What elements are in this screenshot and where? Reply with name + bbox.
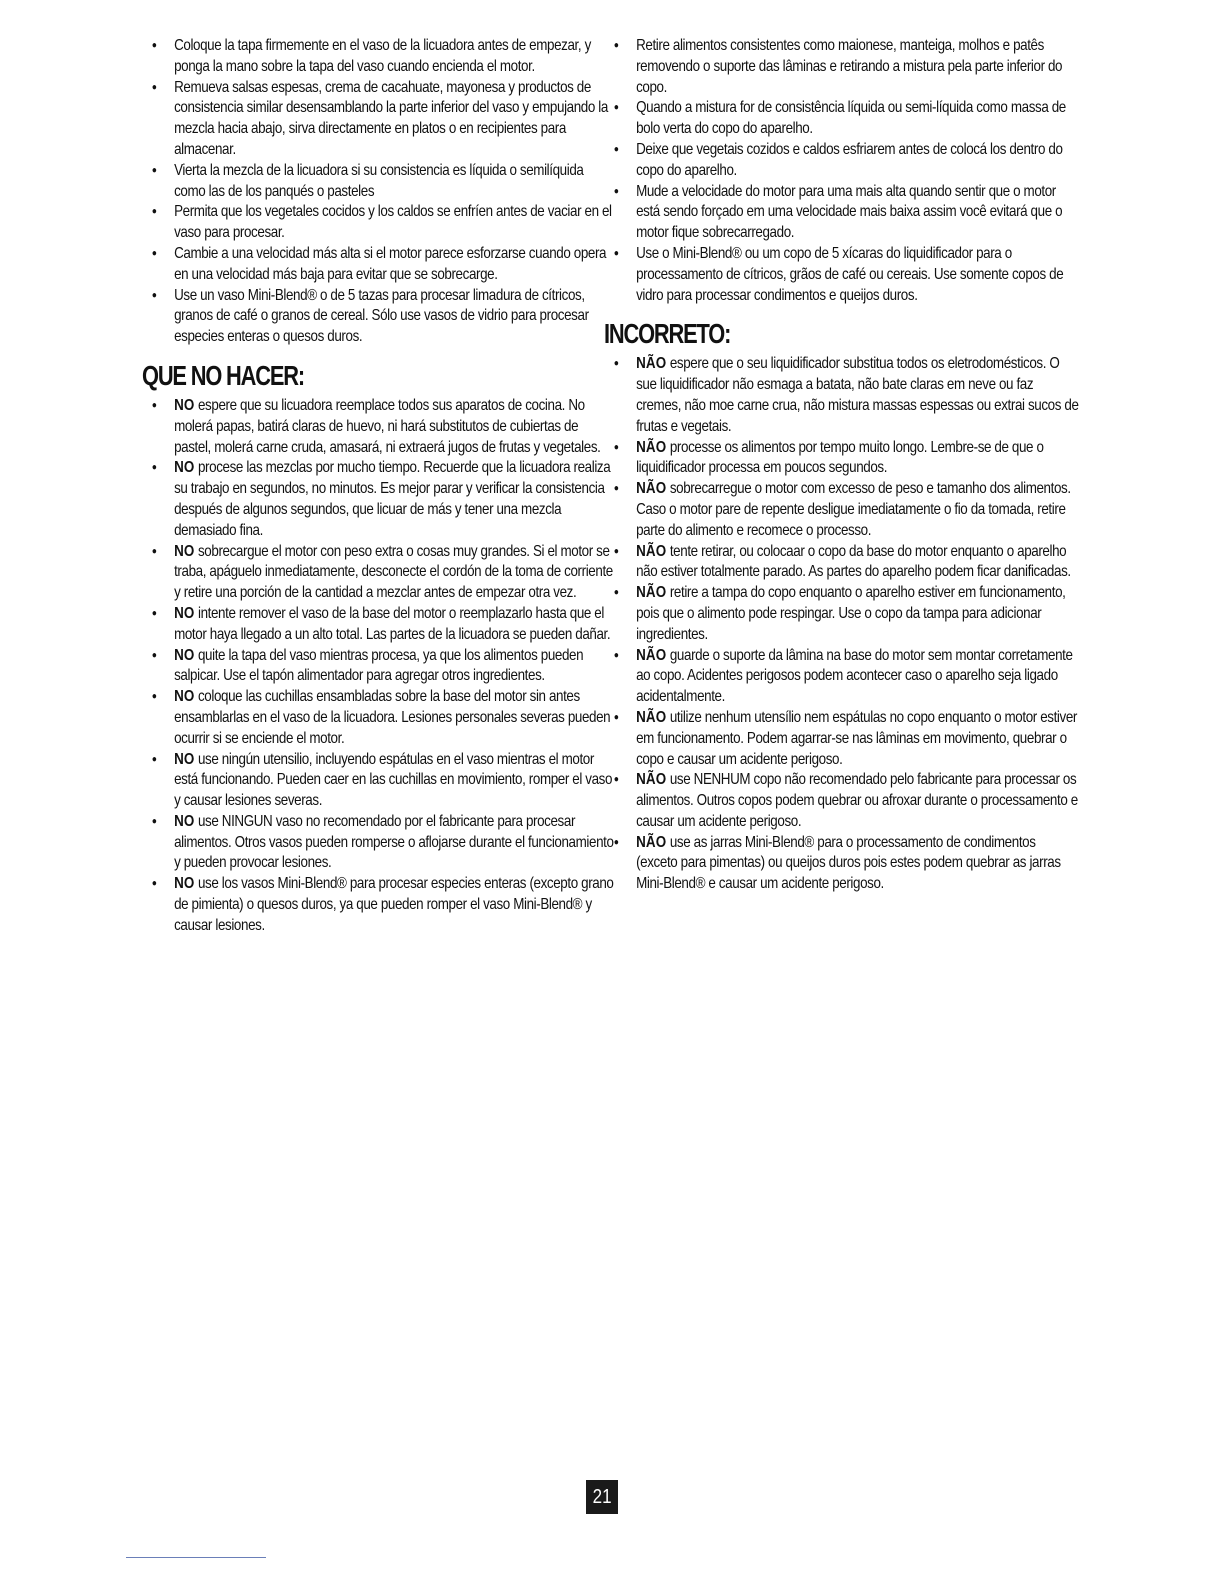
item-text: coloque las cuchillas ensambladas sobre la base del motor sin antes ensamblarlas en el vaso de la licuadora. Lesiones personales severas pueden ocurrir si se enciende el motor.	[174, 688, 611, 747]
list-item	[150, 396, 618, 458]
item-text: tente retirar, ou colocaar o copo da base do motor enquanto o aparelho não estiver totalmente parado. As partes do aparelho podem ficar danificadas.	[636, 542, 1071, 581]
item-text: use NENHUM copo não recomendado pelo fabricante para processar os alimentos. Outros copos podem quebrar ou afroxar durante o processamento e causar um acidente perigoso.	[636, 771, 1078, 830]
item-text: espere que su licuadora reemplace todos sus aparatos de cocina. No molerá papas, batirá claras de huevo, ni hará substitutos de cubiertas de pastel, molerá carne cruda, amasará, ni extraerá jugos de frutas y vegetales.	[174, 396, 601, 456]
list-item	[150, 78, 618, 161]
item-text: use ningún utensilio, incluyendo espátulas en el vaso mientras el motor está funcionando. Pueden caer en las cuchillas en movimiento, romper el vaso y causar lesiones severas.	[174, 750, 613, 810]
lead-word: NO	[174, 812, 195, 830]
lead-word: NO	[174, 646, 195, 664]
item-text: use as jarras Mini-Blend® para o processamento de condimentos (exceto para pimentas) ou queijos duros pois estes podem quebrar as jarras Mini-Blend® e causar um acidente perigoso.	[636, 833, 1061, 893]
lead-word: NÃO	[636, 584, 667, 602]
list-item	[150, 687, 618, 749]
list-item	[612, 438, 1080, 480]
list-item	[612, 244, 1080, 306]
footer-rule	[126, 1557, 266, 1558]
item-text: Use un vaso Mini-Blend® o de 5 tazas para procesar limadura de cítricos, granos de café o granos de cereal. Sólo use vasos de vidrio para procesar especies enteras o quesos duros.	[174, 286, 589, 346]
lead-word: NO	[174, 459, 195, 477]
lead-word: NÃO	[636, 355, 667, 373]
item-text: use los vasos Mini-Blend® para procesar especies enteras (excepto grano de pimienta) o quesos duros, ya que pueden romper el vaso Mini-Blend® y causar lesiones.	[174, 875, 614, 934]
list-item	[150, 604, 618, 646]
lead-word: NO	[174, 875, 195, 893]
portuguese-dont-list	[612, 354, 1079, 895]
list-item	[150, 202, 618, 244]
lead-word: NO	[174, 604, 195, 622]
item-text: sobrecargue el motor con peso extra o cosas muy grandes. Si el motor se traba, apáguelo inmediatamente, desconecte el cordón de la toma de corriente y retire una porción de la cantidad a mezclar antes de empezar otra vez.	[174, 542, 613, 602]
item-text: sobrecarregue o motor com excesso de peso e tamanho dos alimentos. Caso o motor pare de repente desligue imediatamente o fio da tomada, retire parte do alimento e recomece o processo.	[636, 480, 1071, 539]
spanish-dont-list	[150, 396, 614, 937]
lead-word: NÃO	[636, 833, 667, 851]
list-item	[150, 161, 618, 203]
item-text: retire a tampa do copo enquanto o aparelho estiver em funcionamento, pois que o alimento pode respingar. Use o copo da tampa para adicionar ingredientes.	[636, 584, 1066, 643]
item-text: Coloque la tapa firmemente en el vaso de la licuadora antes de empezar, y ponga la mano sobre la tapa del vaso cuando encienda el motor.	[174, 37, 591, 75]
list-item	[150, 458, 618, 541]
list-item	[150, 646, 618, 688]
list-item	[150, 286, 618, 348]
spanish-column	[142, 36, 614, 937]
lead-word: NO	[174, 688, 195, 706]
list-item	[150, 812, 618, 874]
item-text: Mude a velocidade do motor para uma mais alta quando sentir que o motor está sendo forçado em uma velocidade mais baixa assim você evitará que o motor fique sobrecarregado.	[636, 182, 1063, 242]
item-text: utilize nenhum utensílio nem espátulas no copo enquanto o motor estiver em funcionamento. Podem agarrar-se nas lâminas em movimento, quebrar o copo e causar um acidente perigoso.	[636, 708, 1078, 768]
list-item	[612, 708, 1080, 770]
list-item	[150, 36, 618, 78]
item-text: Remueva salsas espesas, crema de cacahuate, mayonesa y productos de consistencia similar desensamblando la parte inferior del vaso y empujando la mezcla hacia abajo, sirva directamente en platos o en recipientes para almacenar.	[174, 78, 608, 158]
list-item	[612, 833, 1080, 895]
item-text: quite la tapa del vaso mientras procesa, ya que los alimentos pueden salpicar. Use el tapón alimentador para agregar otros ingredientes.	[174, 646, 584, 685]
spanish-tips-list	[150, 36, 612, 348]
list-item	[612, 646, 1080, 708]
lead-word: NÃO	[636, 771, 667, 789]
list-item	[612, 583, 1080, 645]
item-text: guarde o suporte da lâmina na base do motor sem montar corretamente ao copo. Acidentes perigosos podem acontecer caso o aparelho seja ligado acidentalmente.	[636, 646, 1073, 706]
item-text: Cambie a una velocidad más alta si el motor parece esforzarse cuando opera en una velocidad más baja para evitar que se sobrecarge.	[174, 244, 607, 283]
page-number-text: 21	[592, 1486, 612, 1508]
list-item	[150, 750, 618, 812]
list-item	[612, 542, 1080, 584]
item-text: procese las mezclas por mucho tiempo. Recuerde que la licuadora realiza su trabajo en segundos, no minutos. Es mejor parar y verificar la consistencia después de algunos segundos, que licuar de más y tener una mezcla demasiado fina.	[174, 459, 611, 539]
list-item	[612, 98, 1080, 140]
list-item	[612, 479, 1080, 541]
item-text: Quando a mistura for de consistência líquida ou semi-líquida como massa de bolo verta do copo do aparelho.	[636, 99, 1066, 138]
list-item	[612, 354, 1080, 437]
lead-word: NÃO	[636, 708, 667, 726]
item-text: espere que o seu liquidificador substitua todos os eletrodomésticos. O sue liquidificador não esmaga a batata, não bate claras em neve ou faz cremes, não moe carne crua, não mistura massas espessas ou extrai sucos de frutas e vegetais.	[636, 355, 1079, 435]
list-item	[150, 542, 618, 604]
item-text: Use o Mini-Blend® ou um copo de 5 xícaras do liquidificador para o processamento de cítricos, grãos de café ou cereais. Use somente copos de vidro para processar condimentos e queijos duros.	[636, 244, 1064, 304]
portuguese-column	[604, 36, 1079, 895]
item-text: Vierta la mezcla de la licuadora si su consistencia es líquida o semilíquida como las de los panqués o pasteles	[174, 161, 584, 200]
lead-word: NÃO	[636, 542, 667, 560]
portuguese-tips-list	[612, 36, 1066, 306]
list-item	[150, 874, 618, 936]
lead-word: NO	[174, 396, 195, 414]
item-text: Retire alimentos consistentes como maionese, manteiga, molhos e patês removendo o suporte das lâminas e retirando a mistura pela parte inferior do copo.	[636, 37, 1063, 96]
item-text: processe os alimentos por tempo muito longo. Lembre-se de que o liquidificador processa em poucos segundos.	[636, 438, 1044, 477]
portuguese-dont-heading: INCORRETO:	[604, 318, 731, 350]
list-item	[612, 770, 1080, 832]
spanish-dont-heading: QUE NO HACER:	[142, 359, 304, 391]
lead-word: NO	[174, 542, 195, 560]
item-text: Deixe que vegetais cozidos e caldos esfriarem antes de colocá los dentro do copo do aparelho.	[636, 140, 1063, 179]
list-item	[612, 182, 1080, 244]
lead-word: NÃO	[636, 438, 667, 456]
lead-word: NO	[174, 750, 195, 768]
list-item	[150, 244, 618, 286]
page-number	[586, 1480, 618, 1514]
list-item	[612, 36, 1080, 98]
lead-word: NÃO	[636, 646, 667, 664]
lead-word: NÃO	[636, 480, 667, 498]
item-text: intente remover el vaso de la base del motor o reemplazarlo hasta que el motor haya llegado a un alto total. Las partes de la licuadora se pueden dañar.	[174, 604, 611, 643]
list-item	[612, 140, 1080, 182]
item-text: Permita que los vegetales cocidos y los caldos se enfríen antes de vaciar en el vaso para procesar.	[174, 203, 612, 242]
item-text: use NINGUN vaso no recomendado por el fabricante para procesar alimentos. Otros vasos pueden romperse o aflojarse durante el funcionamiento y pueden provocar lesiones.	[174, 812, 614, 872]
